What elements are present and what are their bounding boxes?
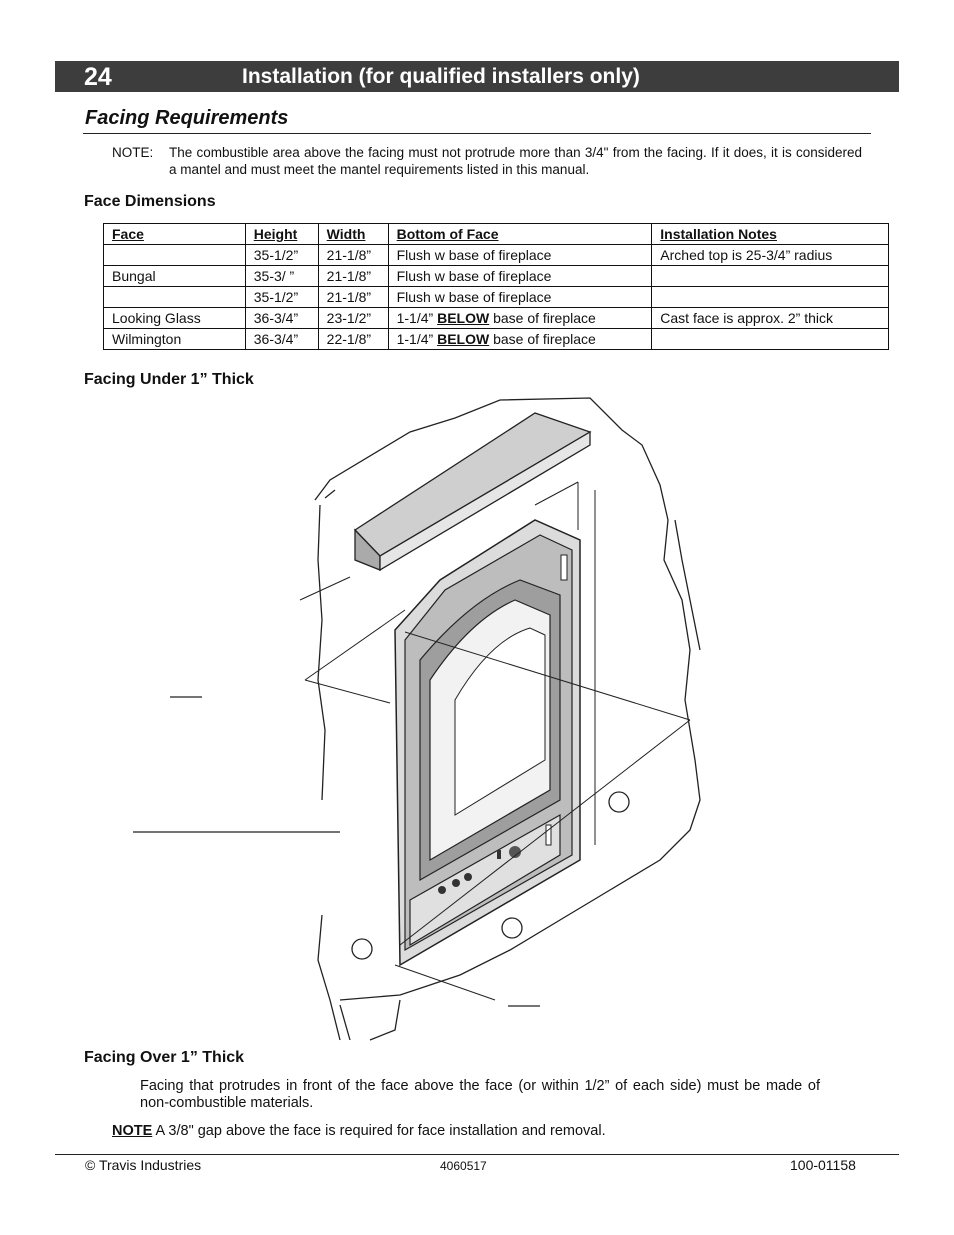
control-knob-icon [464, 873, 472, 881]
height-cell: 35-3/ ” [245, 266, 318, 287]
facing-over-text: Facing that protrudes in front of the face above the face (or within 1/2” of each side) must be made of non-combustible materials. [140, 1078, 820, 1111]
face-dimensions-table [103, 223, 889, 350]
bottom-offset: 1-1/4” [396, 331, 434, 347]
width-cell: 23-1/2” [318, 308, 388, 329]
facing-over-heading: Facing Over 1” Thick [84, 1049, 245, 1066]
leader-line [395, 965, 495, 1000]
facing-under-heading: Facing Under 1” Thick [84, 371, 254, 388]
column-header: Bottom of Face [388, 224, 652, 245]
page-number: 24 [84, 63, 112, 91]
face-cell [104, 287, 246, 308]
width-cell: 21-1/8” [318, 245, 388, 266]
column-header: Height [245, 224, 318, 245]
notes-cell [652, 266, 889, 287]
control-knob-icon [452, 879, 460, 887]
control-knob-icon [438, 886, 446, 894]
leader-line [305, 680, 390, 703]
face-cell: Bungal [104, 266, 246, 287]
height-cell: 35-1/2” [245, 245, 318, 266]
wall-edge-bottom [340, 1000, 400, 1040]
face-cell: Wilmington [104, 329, 246, 350]
bottom-reference: base of fireplace [493, 331, 596, 347]
height-cell: 36-3/4” [245, 329, 318, 350]
table-header-row [104, 224, 889, 245]
table-row [104, 266, 889, 287]
footer-part-number: 100-01158 [790, 1157, 856, 1173]
notes-cell [652, 287, 889, 308]
page-header-bar [55, 61, 899, 92]
table-row [104, 308, 889, 329]
leader-line [300, 577, 350, 600]
footer-divider [55, 1154, 899, 1155]
switch-icon [497, 850, 501, 859]
face-cell: Looking Glass [104, 308, 246, 329]
bottom-cell: Flush w base of fireplace [388, 266, 652, 287]
notes-cell: Cast face is approx. 2” thick [652, 308, 889, 329]
column-header: Installation Notes [652, 224, 889, 245]
face-dimensions-heading: Face Dimensions [84, 193, 216, 210]
wall-edge-left [318, 490, 340, 1040]
notes-cell: Arched top is 25-3/4” radius [652, 245, 889, 266]
note-text: The combustible area above the facing must not protrude more than 3/4" from the facing. If it does, it is considered a mantel and must meet the mantel requirements listed in this manual. [169, 145, 862, 177]
table-row [104, 245, 889, 266]
note2-label: NOTE [112, 1123, 153, 1139]
column-header: Width [318, 224, 388, 245]
below-emphasis: BELOW [437, 331, 490, 347]
callout-circle [502, 918, 522, 938]
table-row [104, 287, 889, 308]
section-title: Facing Requirements [85, 107, 289, 129]
face-cell [104, 245, 246, 266]
height-cell: 35-1/2” [245, 287, 318, 308]
fireplace-facing-diagram [0, 395, 954, 1045]
height-cell: 36-3/4” [245, 308, 318, 329]
page-title: Installation (for qualified installers only) [242, 65, 640, 88]
bottom-offset: 1-1/4” [396, 310, 434, 326]
bottom-cell [388, 329, 652, 350]
section-divider [83, 133, 871, 134]
below-emphasis: BELOW [437, 310, 490, 326]
width-cell: 22-1/8” [318, 329, 388, 350]
callout-circle [609, 792, 629, 812]
bottom-cell: Flush w base of fireplace [388, 287, 652, 308]
column-header: Face [104, 224, 246, 245]
width-cell: 21-1/8” [318, 266, 388, 287]
callout-circle [352, 939, 372, 959]
top-vent [561, 555, 567, 580]
note-label: NOTE: [112, 145, 154, 160]
footer-copyright: © Travis Industries [85, 1157, 202, 1173]
notes-cell [652, 329, 889, 350]
bottom-reference: base of fireplace [493, 310, 596, 326]
table-row [104, 329, 889, 350]
bottom-cell: Flush w base of fireplace [388, 245, 652, 266]
bottom-cell [388, 308, 652, 329]
gap-note [112, 1123, 606, 1139]
mantel-note [112, 144, 862, 178]
footer-doc-code: 4060517 [440, 1159, 487, 1173]
dimension-line [535, 482, 578, 505]
width-cell: 21-1/8” [318, 287, 388, 308]
note2-text: A 3/8" gap above the face is required for face installation and removal. [152, 1123, 606, 1139]
